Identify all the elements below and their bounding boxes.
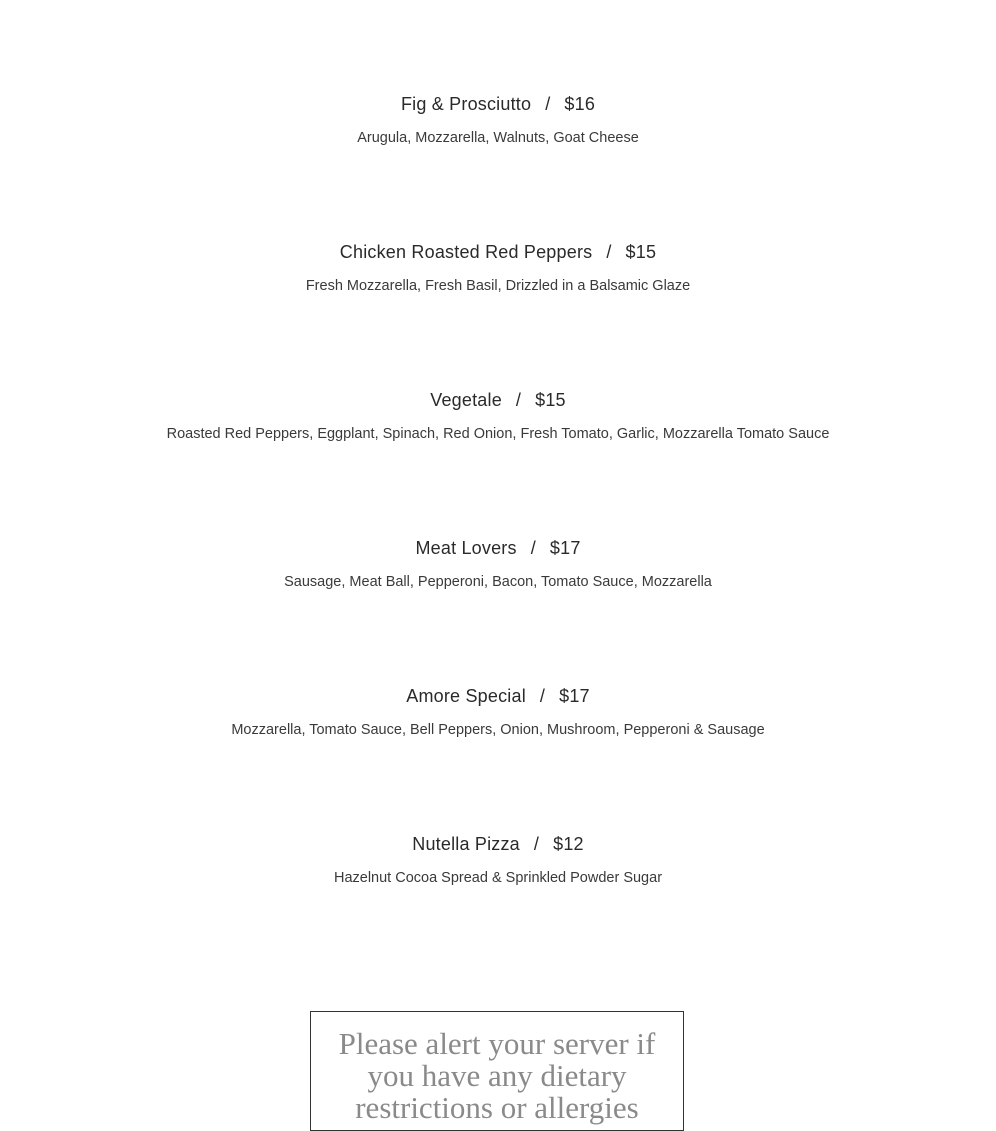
- menu-item: [0, 684, 996, 740]
- menu-item-description: Sausage, Meat Ball, Pepperoni, Bacon, Tomato Sauce, Mozzarella: [284, 574, 712, 590]
- menu-item-price: $15: [625, 242, 657, 262]
- menu-item-title: [0, 536, 996, 560]
- menu-item-title: [0, 388, 996, 412]
- menu-item-name: Fig & Prosciutto: [400, 94, 532, 114]
- menu-item: [0, 240, 996, 296]
- price-separator: /: [530, 538, 536, 558]
- allergy-notice-text: Please alert your server if you have any dietary restrictions or allergies: [338, 1026, 656, 1125]
- menu-item-title: [0, 684, 996, 708]
- menu-item-price: $15: [535, 390, 566, 410]
- menu-item: [0, 388, 996, 444]
- menu-item-price: $12: [553, 834, 584, 854]
- menu-item-price: $17: [559, 686, 590, 706]
- menu-item: [0, 832, 996, 888]
- price-separator: /: [606, 242, 612, 262]
- price-separator: /: [539, 686, 546, 706]
- menu-item-description: Hazelnut Cocoa Spread & Sprinkled Powder Sugar: [333, 870, 663, 886]
- menu-item-name: Amore Special: [406, 686, 526, 706]
- menu-item: [0, 536, 996, 592]
- price-separator: /: [545, 94, 551, 114]
- menu-item-title: [0, 92, 996, 116]
- menu-item-description: Mozzarella, Tomato Sauce, Bell Peppers, Onion, Mushroom, Pepperoni & Sausage: [231, 722, 765, 738]
- menu-item-price: $17: [549, 538, 581, 558]
- menu-item-name: Chicken Roasted Red Peppers: [339, 242, 593, 262]
- menu-item-description: Fresh Mozzarella, Fresh Basil, Drizzled in a Balsamic Glaze: [305, 278, 691, 294]
- menu-item-name: Vegetale: [430, 390, 502, 410]
- menu-item-description: Roasted Red Peppers, Eggplant, Spinach, Red Onion, Fresh Tomato, Garlic, Mozzarella Tomato Sauce: [166, 426, 830, 442]
- allergy-notice-box: [310, 1011, 684, 1131]
- price-separator: /: [533, 834, 540, 854]
- menu-item-name: Meat Lovers: [415, 538, 517, 558]
- menu-item-title: [0, 240, 996, 264]
- price-separator: /: [515, 390, 522, 410]
- menu-item-price: $16: [564, 94, 596, 114]
- menu-item-title: [0, 832, 996, 856]
- menu-item-description: Arugula, Mozzarella, Walnuts, Goat Cheese: [357, 130, 639, 146]
- menu-item-name: Nutella Pizza: [412, 834, 520, 854]
- menu-item: [0, 92, 996, 148]
